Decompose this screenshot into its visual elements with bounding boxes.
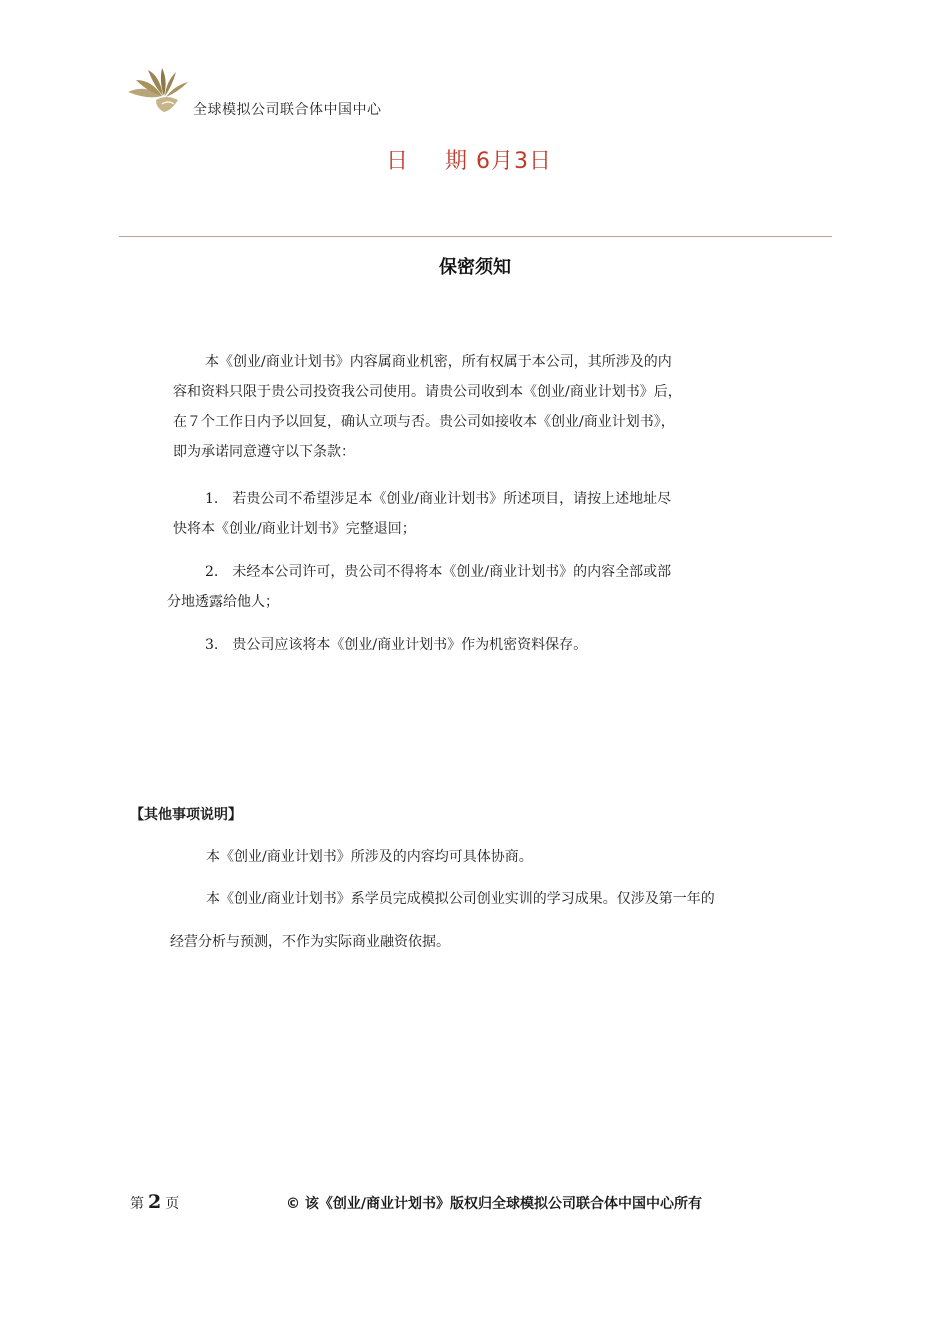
notes-line-1: 本《创业/商业计划书》所涉及的内容均可具体协商。 [206, 849, 533, 865]
notes-line-3: 经营分析与预测，不作为实际商业融资依据。 [170, 934, 450, 950]
clause-1-line-1: 1. 若贵公司不希望涉足本《创业/商业计划书》所述项目，请按上述地址尽 [205, 491, 672, 507]
header-divider [119, 236, 832, 237]
lotus-logo-icon [126, 66, 192, 116]
clause-1-line-2: 快将本《创业/商业计划书》完整退回； [173, 521, 416, 537]
date-label-2: 期 [445, 149, 469, 174]
clause-2-line-2: 分地透露给他人； [167, 594, 279, 610]
clause-item-2 [167, 557, 672, 617]
intro-paragraph [173, 347, 682, 467]
page-number-value: 2 [148, 1191, 162, 1213]
page-number [130, 1191, 179, 1213]
date-line [386, 144, 552, 175]
clause-item-1 [173, 484, 671, 544]
page-title: 保密须知 [439, 257, 511, 278]
notes-heading: 【其他事项说明】 [130, 807, 242, 823]
intro-line-3: 在７个工作日内予以回复，确认立项与否。贵公司如接收本《创业/商业计划书》， [173, 414, 675, 430]
page-suffix: 页 [165, 1196, 180, 1212]
page-prefix: 第 [130, 1196, 144, 1212]
copyright-notice: © 该《创业/商业计划书》版权归全球模拟公司联合体中国中心所有 [286, 1196, 702, 1212]
date-value: 6月3日 [476, 149, 553, 174]
clause-2-line-1: 2. 未经本公司许可，贵公司不得将本《创业/商业计划书》的内容全部或部 [205, 564, 672, 580]
date-label-1: 日 [386, 149, 410, 174]
intro-line-2: 容和资料只限于贵公司投资我公司使用。请贵公司收到本《创业/商业计划书》后， [173, 384, 682, 400]
intro-line-1: 本《创业/商业计划书》内容属商业机密，所有权属于本公司，其所涉及的内 [205, 354, 672, 370]
org-name: 全球模拟公司联合体中国中心 [193, 102, 382, 118]
notes-line-2: 本《创业/商业计划书》系学员完成模拟公司创业实训的学习成果。仅涉及第一年的 [206, 891, 715, 907]
clause-item-3 [173, 630, 587, 660]
clause-3-line-1: 3. 贵公司应该将本《创业/商业计划书》作为机密资料保存。 [205, 637, 588, 653]
intro-line-4: 即为承诺同意遵守以下条款： [173, 444, 355, 460]
